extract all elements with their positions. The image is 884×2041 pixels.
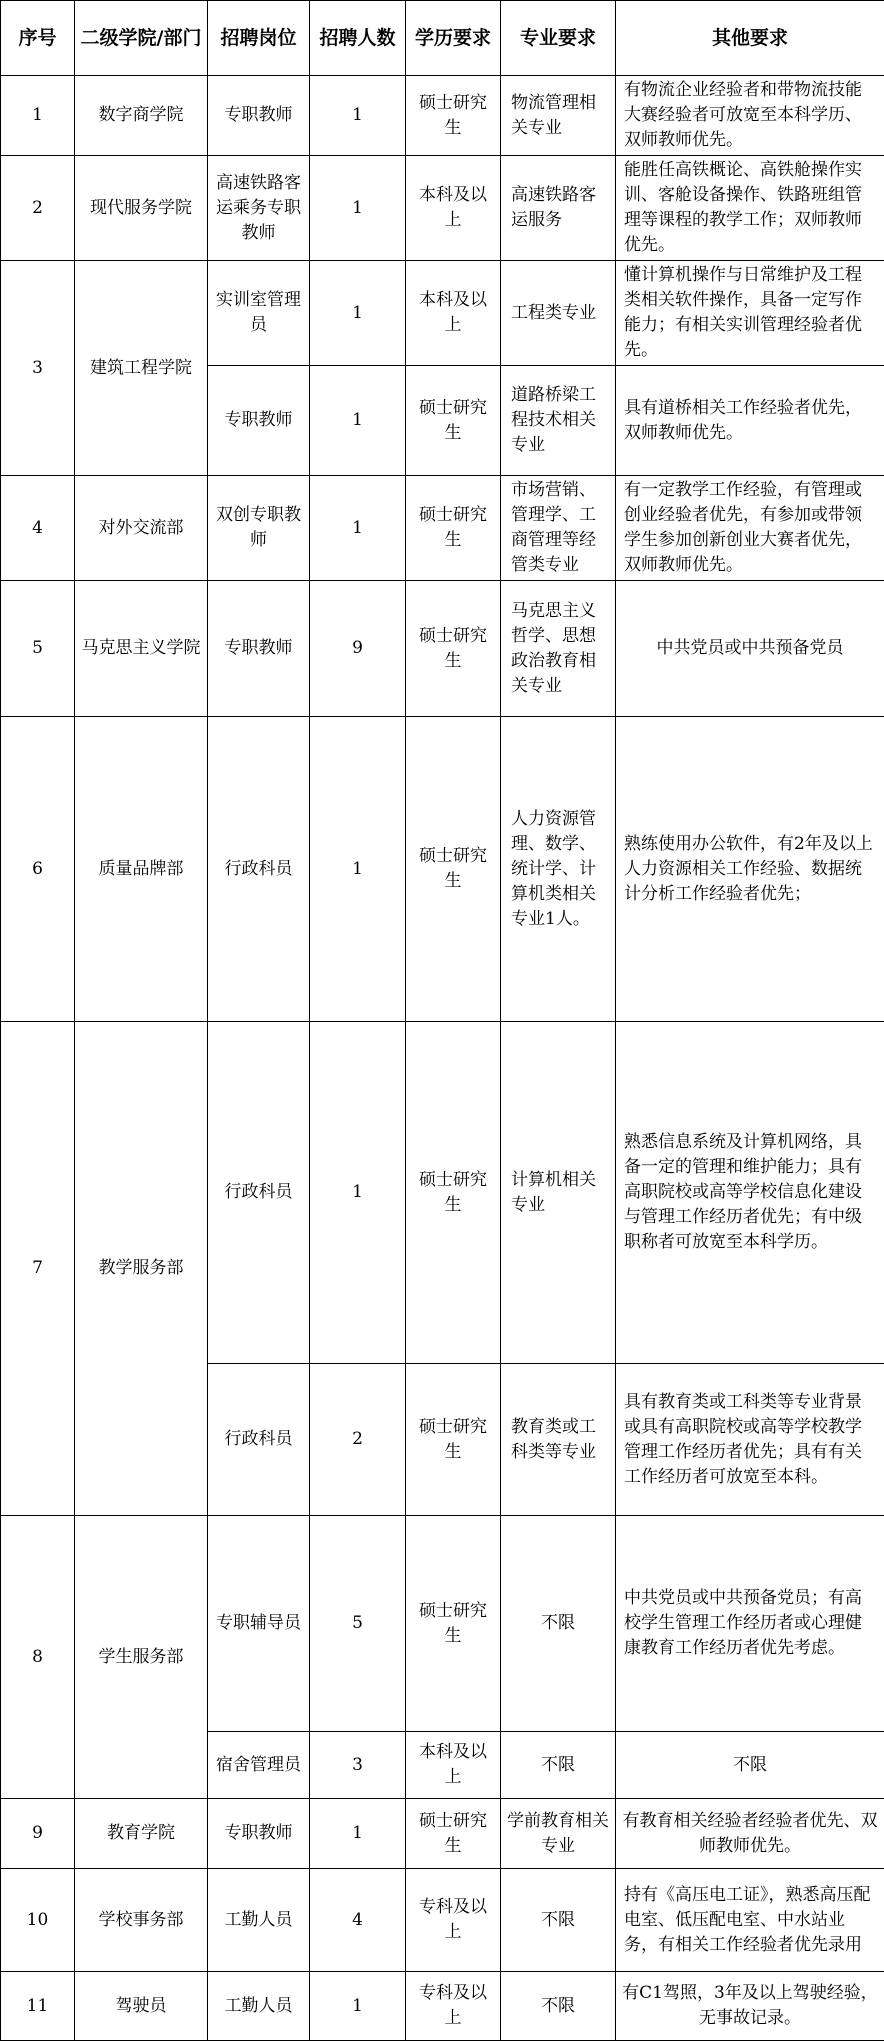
row-number: 1 [1, 76, 75, 156]
headcount: 2 [310, 1364, 406, 1516]
position: 专职教师 [208, 76, 310, 156]
headcount: 1 [310, 476, 406, 581]
header-cell: 序号 [1, 1, 75, 76]
department: 马克思主义学院 [75, 581, 208, 717]
row-number: 5 [1, 581, 75, 717]
other-requirements: 能胜任高铁概论、高铁舱操作实训、客舱设备操作、铁路班组管理等课程的教学工作；双师教师优先。 [616, 156, 884, 261]
other-requirements: 中共党员或中共预备党员 [616, 581, 884, 717]
headcount: 1 [310, 261, 406, 366]
headcount: 1 [310, 1972, 406, 2041]
headcount: 1 [310, 1022, 406, 1364]
position: 行政科员 [208, 1022, 310, 1364]
row-number: 3 [1, 261, 75, 476]
headcount: 1 [310, 156, 406, 261]
position: 专职教师 [208, 1799, 310, 1869]
education: 本科及以上 [406, 1732, 501, 1799]
education: 专科及以上 [406, 1869, 501, 1972]
major: 学前教育相关专业 [501, 1799, 616, 1869]
row-number: 11 [1, 1972, 75, 2041]
row-number: 6 [1, 717, 75, 1022]
table-row [1, 476, 884, 581]
other-requirements: 熟悉信息系统及计算机网络，具备一定的管理和维护能力；具有高职院校或高等学校信息化建设与管理工作经历者优先；有中级职称者可放宽至本科学历。 [616, 1022, 884, 1364]
other-requirements: 有物流企业经验者和带物流技能大赛经验者可放宽至本科学历、双师教师优先。 [616, 76, 884, 156]
major: 马克思主义哲学、思想政治教育相关专业 [501, 581, 616, 717]
education: 硕士研究生 [406, 476, 501, 581]
position: 双创专职教师 [208, 476, 310, 581]
major: 工程类专业 [501, 261, 616, 366]
education: 硕士研究生 [406, 581, 501, 717]
position: 专职教师 [208, 366, 310, 476]
education: 硕士研究生 [406, 1364, 501, 1516]
department: 教学服务部 [75, 1022, 208, 1516]
row-number: 7 [1, 1022, 75, 1516]
other-requirements: 有一定教学工作经验，有管理或创业经验者优先，有参加或带领学生参加创新创业大赛者优先，双师教师优先。 [616, 476, 884, 581]
major: 人力资源管理、数学、统计学、计算机类相关专业1人。 [501, 717, 616, 1022]
other-requirements: 熟练使用办公软件，有2年及以上人力资源相关工作经验、数据统计分析工作经验者优先； [616, 717, 884, 1022]
table-row [1, 1972, 884, 2041]
row-number: 2 [1, 156, 75, 261]
other-requirements: 有教育相关经验者经验者优先、双师教师优先。 [616, 1799, 884, 1869]
header-cell: 专业要求 [501, 1, 616, 76]
position: 行政科员 [208, 1364, 310, 1516]
row-number: 9 [1, 1799, 75, 1869]
other-requirements: 具有教育类或工科类等专业背景或具有高职院校或高等学校教学管理工作经历者优先；具有有关工作经历者可放宽至本科。 [616, 1364, 884, 1516]
header-cell: 招聘岗位 [208, 1, 310, 76]
table-row [1, 1799, 884, 1869]
department: 现代服务学院 [75, 156, 208, 261]
other-requirements: 不限 [616, 1732, 884, 1799]
headcount: 3 [310, 1732, 406, 1799]
education: 硕士研究生 [406, 76, 501, 156]
headcount: 1 [310, 366, 406, 476]
department: 对外交流部 [75, 476, 208, 581]
header-cell: 二级学院/部门 [75, 1, 208, 76]
table-row [1, 156, 884, 261]
other-requirements: 懂计算机操作与日常维护及工程类相关软件操作，具备一定写作能力；有相关实训管理经验者优先。 [616, 261, 884, 366]
major: 物流管理相关专业 [501, 76, 616, 156]
department: 驾驶员 [75, 1972, 208, 2041]
headcount: 1 [310, 1799, 406, 1869]
department: 建筑工程学院 [75, 261, 208, 476]
row-number: 8 [1, 1516, 75, 1799]
table-row [1, 1869, 884, 1972]
position: 高速铁路客运乘务专职教师 [208, 156, 310, 261]
position: 工勤人员 [208, 1972, 310, 2041]
headcount: 4 [310, 1869, 406, 1972]
major: 不限 [501, 1972, 616, 2041]
department: 质量品牌部 [75, 717, 208, 1022]
major: 市场营销、管理学、工商管理等经管类专业 [501, 476, 616, 581]
row-number: 10 [1, 1869, 75, 1972]
table-row [1, 261, 884, 366]
table-row [1, 1022, 884, 1364]
table-row [1, 717, 884, 1022]
major: 教育类或工科类等专业 [501, 1364, 616, 1516]
table-row [1, 76, 884, 156]
education: 硕士研究生 [406, 717, 501, 1022]
table-row [1, 581, 884, 717]
education: 专科及以上 [406, 1972, 501, 2041]
other-requirements: 中共党员或中共预备党员；有高校学生管理工作经历者或心理健康教育工作经历者优先考虑。 [616, 1516, 884, 1732]
department: 学校事务部 [75, 1869, 208, 1972]
position: 专职辅导员 [208, 1516, 310, 1732]
headcount: 1 [310, 717, 406, 1022]
education: 硕士研究生 [406, 366, 501, 476]
position: 宿舍管理员 [208, 1732, 310, 1799]
department: 学生服务部 [75, 1516, 208, 1799]
position: 行政科员 [208, 717, 310, 1022]
major: 计算机相关专业 [501, 1022, 616, 1364]
major: 道路桥梁工程技术相关专业 [501, 366, 616, 476]
headcount: 9 [310, 581, 406, 717]
education: 本科及以上 [406, 156, 501, 261]
major: 高速铁路客运服务 [501, 156, 616, 261]
table-row [1, 1516, 884, 1732]
position: 工勤人员 [208, 1869, 310, 1972]
headcount: 1 [310, 76, 406, 156]
education: 硕士研究生 [406, 1799, 501, 1869]
header-cell: 学历要求 [406, 1, 501, 76]
row-number: 4 [1, 476, 75, 581]
major: 不限 [501, 1516, 616, 1732]
major: 不限 [501, 1869, 616, 1972]
major: 不限 [501, 1732, 616, 1799]
header-row [1, 1, 884, 76]
other-requirements: 有C1驾照，3年及以上驾驶经验，无事故记录。 [616, 1972, 884, 2041]
department: 数字商学院 [75, 76, 208, 156]
education: 本科及以上 [406, 261, 501, 366]
position: 专职教师 [208, 581, 310, 717]
department: 教育学院 [75, 1799, 208, 1869]
header-cell: 其他要求 [616, 1, 884, 76]
position: 实训室管理员 [208, 261, 310, 366]
education: 硕士研究生 [406, 1516, 501, 1732]
other-requirements: 持有《高压电工证》，熟悉高压配电室、低压配电室、中水站业务，有相关工作经验者优先录用 [616, 1869, 884, 1972]
education: 硕士研究生 [406, 1022, 501, 1364]
header-cell: 招聘人数 [310, 1, 406, 76]
headcount: 5 [310, 1516, 406, 1732]
other-requirements: 具有道桥相关工作经验者优先，双师教师优先。 [616, 366, 884, 476]
